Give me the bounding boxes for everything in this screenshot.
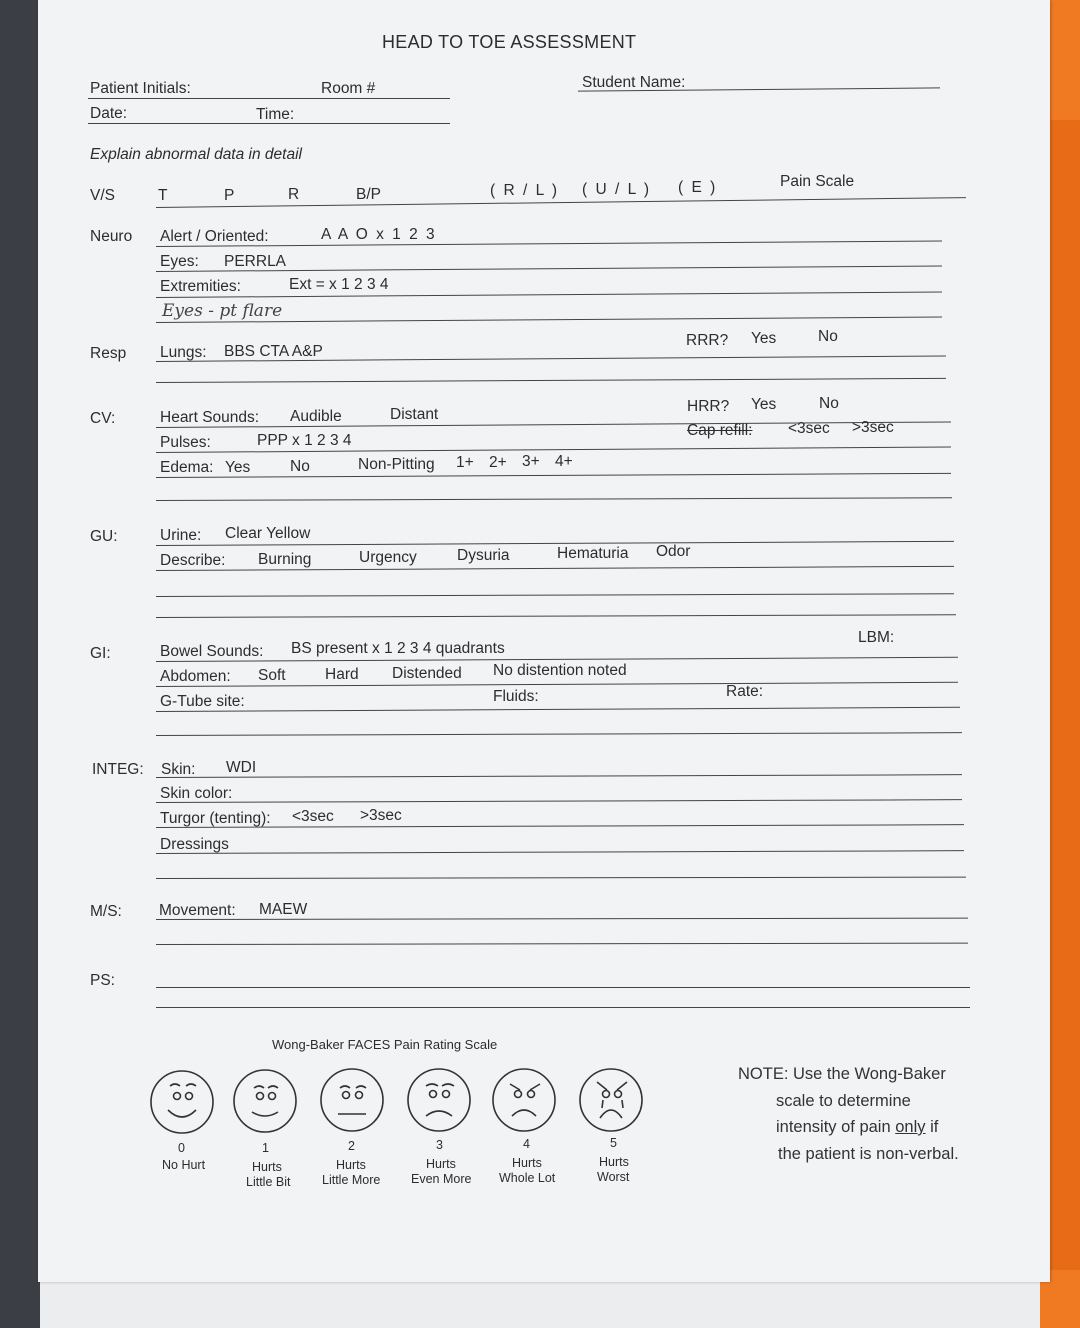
date-label: Date: xyxy=(90,105,128,122)
explain-instruction: Explain abnormal data in detail xyxy=(90,146,302,163)
ps-line-1[interactable] xyxy=(156,987,970,988)
face-1-num: 1 xyxy=(262,1141,269,1155)
note-only: only xyxy=(895,1118,926,1136)
vs-t: T xyxy=(158,187,168,204)
bowel-sounds-value: BS present x 1 2 3 4 quadrants xyxy=(291,640,505,657)
integ-extra-line[interactable] xyxy=(156,877,966,879)
face-0-icon xyxy=(151,1071,213,1133)
heart-line[interactable] xyxy=(156,421,951,428)
face-3-label-2: Even More xyxy=(411,1172,472,1186)
abdomen-no-distention: No distention noted xyxy=(493,662,627,679)
handwritten-note: Eyes - pt flare xyxy=(162,301,283,321)
extremities-label: Extremities: xyxy=(160,278,241,295)
hrr-no: No xyxy=(819,395,839,412)
lbm-label: LBM: xyxy=(858,629,895,646)
face-4-num: 4 xyxy=(523,1137,530,1151)
alert-line[interactable] xyxy=(156,241,942,247)
aao-value: A A O x 1 2 3 xyxy=(321,226,437,243)
patient-initials-line[interactable] xyxy=(88,98,450,99)
audible-option: Audible xyxy=(290,408,342,425)
gu-urgency: Urgency xyxy=(359,549,417,566)
cap-refill-label: Cap refill: xyxy=(687,422,753,439)
cv-extra-line[interactable] xyxy=(156,497,952,501)
note-line-4: the patient is non-verbal. xyxy=(778,1145,959,1163)
dressings-label: Dressings xyxy=(160,836,229,853)
ms-label: M/S: xyxy=(90,903,122,920)
face-3-num: 3 xyxy=(436,1138,443,1152)
room-label: Room # xyxy=(321,80,376,97)
hrr-label: HRR? xyxy=(687,398,730,415)
abdomen-label: Abdomen: xyxy=(160,668,231,685)
turgor-label: Turgor (tenting): xyxy=(160,810,271,827)
gu-odor: Odor xyxy=(656,543,691,560)
ps-line-2[interactable] xyxy=(156,1007,970,1008)
fluids-label: Fluids: xyxy=(493,688,539,705)
gu-extra-line-1[interactable] xyxy=(156,593,954,597)
skin-line[interactable] xyxy=(156,774,962,778)
vs-r: R xyxy=(288,186,300,203)
edema-grade-2: 2+ xyxy=(489,454,507,471)
form-title: HEAD TO TOE ASSESSMENT xyxy=(382,32,637,52)
face-1-label-2: Little Bit xyxy=(246,1175,291,1189)
assessment-form xyxy=(38,0,1050,1282)
face-5-label-1: Hurts xyxy=(599,1155,629,1169)
neuro-label: Neuro xyxy=(90,228,133,245)
dressings-line[interactable] xyxy=(156,850,964,854)
face-5-label-2: Worst xyxy=(597,1170,630,1184)
face-0-num: 0 xyxy=(178,1141,185,1155)
resp-extra-line[interactable] xyxy=(156,378,946,383)
face-5-num: 5 xyxy=(610,1136,617,1150)
gi-label: GI: xyxy=(90,645,111,662)
urine-label: Urine: xyxy=(160,527,202,544)
note-line-1: NOTE: Use the Wong-Baker xyxy=(738,1065,946,1083)
cap-refill-gt3: >3sec xyxy=(852,419,894,436)
gi-extra-line[interactable] xyxy=(156,732,962,736)
rate-label: Rate: xyxy=(726,683,764,700)
resp-label: Resp xyxy=(90,345,127,362)
hrr-yes: Yes xyxy=(751,396,777,413)
note-line-3: intensity of pain only if xyxy=(776,1118,939,1136)
movement-label: Movement: xyxy=(159,902,236,919)
rrr-label: RRR? xyxy=(686,332,729,349)
face-4-icon xyxy=(493,1069,555,1131)
gu-label: GU: xyxy=(90,528,118,545)
edema-label: Edema: xyxy=(160,459,214,476)
gu-extra-line-2[interactable] xyxy=(156,614,956,618)
lungs-value: BBS CTA A&P xyxy=(224,343,323,360)
heart-sounds-label: Heart Sounds: xyxy=(160,409,260,426)
edema-grade-3: 3+ xyxy=(522,453,540,470)
edema-grade-1: 1+ xyxy=(456,454,474,471)
time-label: Time: xyxy=(256,106,295,123)
vs-label: V/S xyxy=(90,187,115,204)
gu-dysuria: Dysuria xyxy=(457,547,510,564)
integ-label: INTEG: xyxy=(92,761,144,778)
movement-line[interactable] xyxy=(156,918,968,920)
lungs-label: Lungs: xyxy=(160,344,207,361)
face-0-label: No Hurt xyxy=(162,1158,206,1172)
face-4-label-2: Whole Lot xyxy=(499,1171,556,1185)
gu-hematuria: Hematuria xyxy=(557,545,629,562)
edema-no: No xyxy=(290,458,310,475)
gtube-line[interactable] xyxy=(156,707,960,712)
alert-oriented-label: Alert / Oriented: xyxy=(160,228,269,245)
pain-scale-label: Pain Scale xyxy=(780,173,855,190)
student-name-label: Student Name: xyxy=(582,74,686,91)
cv-label: CV: xyxy=(90,410,116,427)
vs-p: P xyxy=(224,187,235,204)
turgor-lt3: <3sec xyxy=(292,808,334,825)
face-2-num: 2 xyxy=(348,1139,355,1153)
wong-baker-faces xyxy=(148,1066,668,1142)
skin-color-line[interactable] xyxy=(156,799,962,803)
vs-e: ( E ) xyxy=(678,179,718,196)
rrr-yes: Yes xyxy=(751,330,777,347)
face-2-icon xyxy=(321,1069,383,1131)
abdomen-hard: Hard xyxy=(325,666,359,683)
skin-value: WDI xyxy=(226,759,257,776)
rrr-no: No xyxy=(818,328,838,345)
patient-initials-label: Patient Initials: xyxy=(90,80,191,97)
edema-yes: Yes xyxy=(225,459,251,476)
turgor-line[interactable] xyxy=(156,824,964,828)
face-3-label-1: Hurts xyxy=(426,1157,456,1171)
face-5-icon xyxy=(580,1069,642,1131)
edema-grade-4: 4+ xyxy=(555,453,573,470)
skin-color-label: Skin color: xyxy=(160,785,233,802)
gu-burning: Burning xyxy=(258,551,312,568)
distant-option: Distant xyxy=(390,406,439,423)
face-2-label-1: Hurts xyxy=(336,1158,366,1172)
face-1-icon xyxy=(234,1070,296,1132)
vs-ul: ( U / L ) xyxy=(582,181,652,198)
face-3-icon xyxy=(408,1069,470,1131)
cap-refill-lt3: <3sec xyxy=(788,420,830,437)
eyes-value: PERRLA xyxy=(224,253,287,270)
vs-bp: B/P xyxy=(356,186,381,203)
non-pitting-option: Non-Pitting xyxy=(358,456,435,473)
pulses-value: PPP x 1 2 3 4 xyxy=(257,432,352,449)
abdomen-distended: Distended xyxy=(392,665,462,682)
face-1-label-1: Hurts xyxy=(252,1160,282,1174)
extremities-line[interactable] xyxy=(156,292,942,298)
urine-value: Clear Yellow xyxy=(225,525,311,542)
skin-label: Skin: xyxy=(161,761,196,778)
note-line-2: scale to determine xyxy=(776,1092,911,1110)
gtube-label: G-Tube site: xyxy=(160,693,245,710)
abdomen-soft: Soft xyxy=(258,667,286,684)
edema-line[interactable] xyxy=(156,473,951,478)
describe-label: Describe: xyxy=(160,552,226,569)
face-2-label-2: Little More xyxy=(322,1173,381,1187)
movement-value: MAEW xyxy=(259,901,308,918)
ms-extra-line[interactable] xyxy=(156,943,968,945)
date-time-line[interactable] xyxy=(88,123,450,124)
ps-label: PS: xyxy=(90,972,115,989)
vs-rl: ( R / L ) xyxy=(490,182,560,199)
extremities-value: Ext = x 1 2 3 4 xyxy=(289,276,389,293)
turgor-gt3: >3sec xyxy=(360,807,402,824)
pulses-label: Pulses: xyxy=(160,434,211,451)
wong-baker-title: Wong-Baker FACES Pain Rating Scale xyxy=(272,1037,498,1052)
bowel-sounds-label: Bowel Sounds: xyxy=(160,643,264,660)
face-4-label-1: Hurts xyxy=(512,1156,542,1170)
eyes-label: Eyes: xyxy=(160,253,199,270)
vs-line[interactable] xyxy=(156,197,966,208)
